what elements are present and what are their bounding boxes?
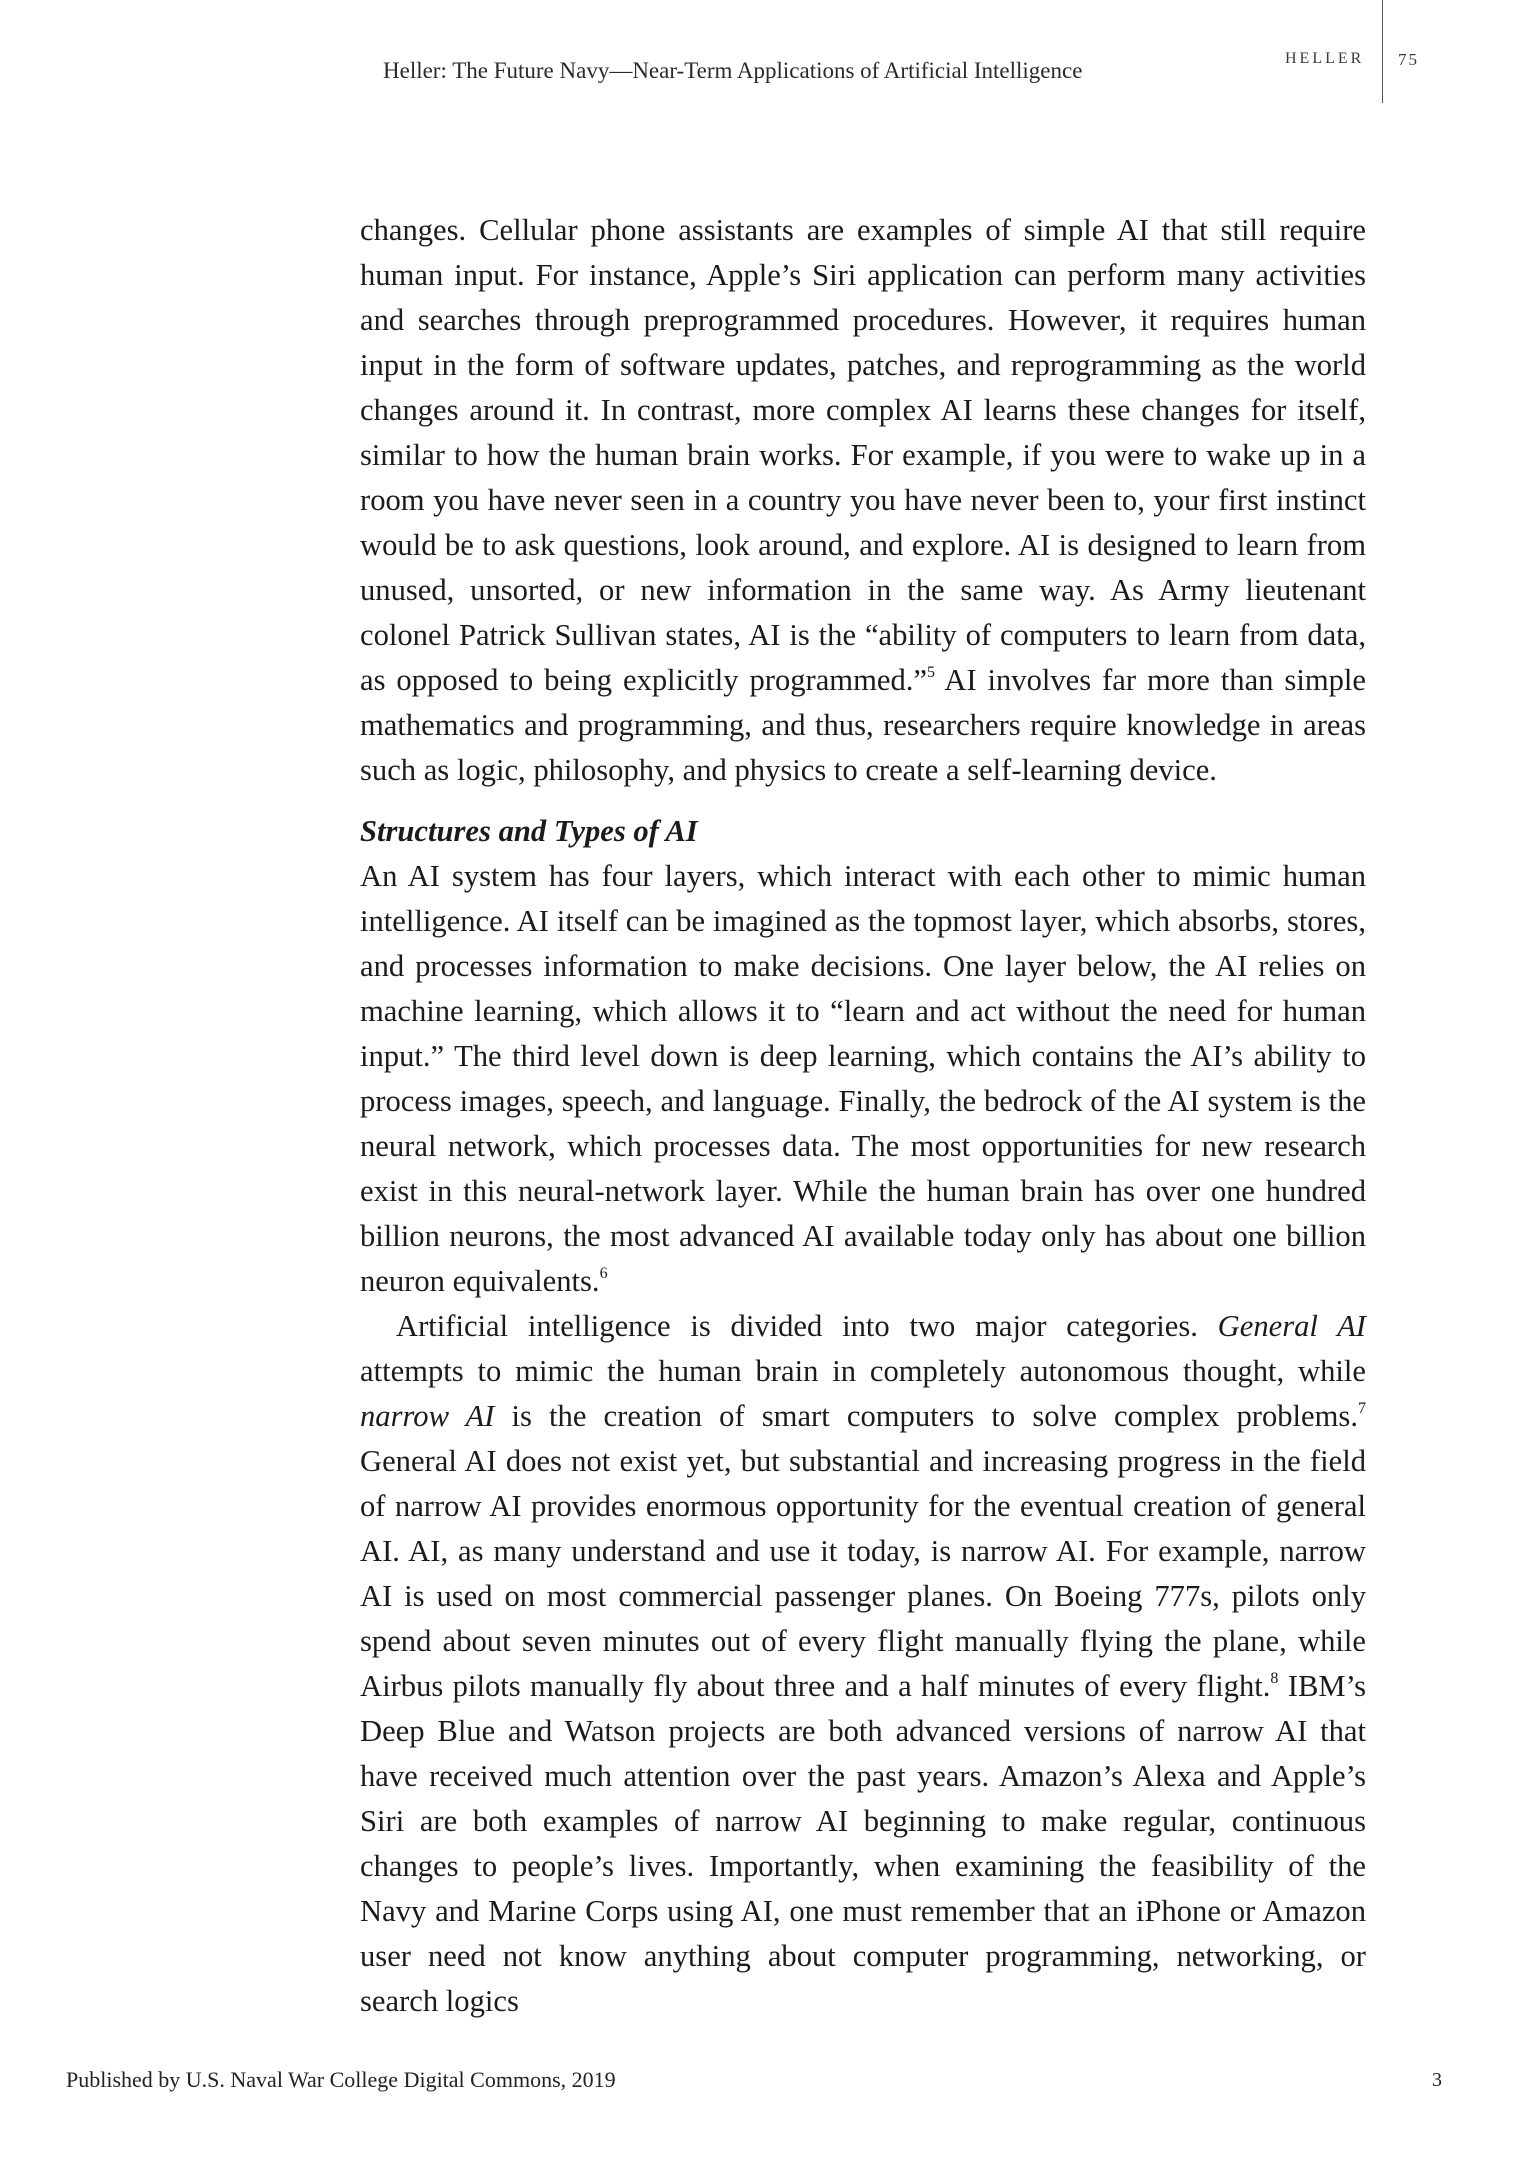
footer-publisher: Published by U.S. Naval War College Digital Commons, 2019 (66, 2067, 616, 2092)
paragraph-text: changes. Cellular phone assistants are examples of simple AI that still require human input. For instance, Apple’s Siri application can perform many activities and searches through preprogrammed procedures. However, it requires human input in the form of software updates, patches, and reprogramming as the world changes around it. In contrast, more complex AI learns these changes for itself, similar to how the human brain works. For example, if you were to wake up in a room you have never seen in a country you have never been to, your first instinct would be to ask questions, look around, and explore. AI is designed to learn from unused, unsorted, or new information in the same way. As Army lieutenant colonel Patrick Sullivan states, AI is the “ability of computers to learn from data, as opposed to being explicitly programmed.” (360, 213, 1366, 697)
footnote-ref: 8 (1270, 1670, 1279, 1687)
header-divider (1382, 0, 1383, 103)
running-title: Heller: The Future Navy—Near-Term Applications of Artificial Intelligence (383, 58, 1083, 83)
emphasis-term: narrow AI (360, 1399, 495, 1433)
footnote-ref: 7 (1358, 1400, 1366, 1417)
paragraph (360, 208, 1366, 793)
running-head-author: HELLER (1285, 50, 1365, 67)
emphasis-term: General AI (1217, 1309, 1366, 1343)
paragraph-text: IBM’s Deep Blue and Watson projects are both advanced versions of narrow AI that have received much attention over the past years. Amazon’s Alexa and Apple’s Siri are both examples of narrow AI beginning to make regular, continuous changes to people’s lives. Importantly, when examining the feasibility of the Navy and Marine Corps using AI, one must remember that an iPhone or Amazon user need not know anything about computer programming, networking, or search logics (360, 1669, 1366, 2018)
paragraph-text: General AI does not exist yet, but substantial and increasing progress in the field of narrow AI provides enormous opportunity for the eventual creation of general AI. AI, as many understand and use it today, is narrow AI. For example, narrow AI is used on most commercial passenger planes. On Boeing 777s, pilots only spend about seven minutes out of every flight manually flying the plane, while Airbus pilots manually fly about three and a half minutes of every flight. (360, 1444, 1366, 1703)
page-number: 75 (1398, 50, 1419, 69)
footer-sequence-number: 3 (1432, 2069, 1442, 2091)
article-body (360, 208, 1366, 2024)
paragraph (360, 1304, 1366, 2024)
footnote-ref: 6 (599, 1265, 608, 1282)
paragraph-text: is the creation of smart computers to solve complex problems. (494, 1399, 1358, 1433)
paragraph-text: An AI system has four layers, which interact with each other to mimic human intelligence. AI itself can be imagined as the topmost layer, which absorbs, stores, and processes information to make decisions. One layer below, the AI relies on machine learning, which allows it to “learn and act without the need for human input.” The third level down is deep learning, which contains the AI’s ability to process images, speech, and language. Finally, the bedrock of the AI system is the neural network, which processes data. The most opportunities for new research exist in this neural-network layer. While the human brain has over one hundred billion neurons, the most advanced AI available today only has about one billion neuron equivalents. (360, 859, 1366, 1298)
paragraph-text: Artificial intelligence is divided into two major categories. (396, 1309, 1218, 1343)
section-heading: Structures and Types of AI (360, 814, 698, 848)
paragraph (360, 854, 1366, 1304)
paragraph-text: attempts to mimic the human brain in completely autonomous thought, while (360, 1354, 1366, 1388)
footnote-ref: 5 (927, 664, 936, 681)
paragraph-text: AI involves far more than simple mathematics and programming, and thus, researchers require knowledge in areas such as logic, philosophy, and physics to create a self-learning device. (360, 663, 1366, 787)
